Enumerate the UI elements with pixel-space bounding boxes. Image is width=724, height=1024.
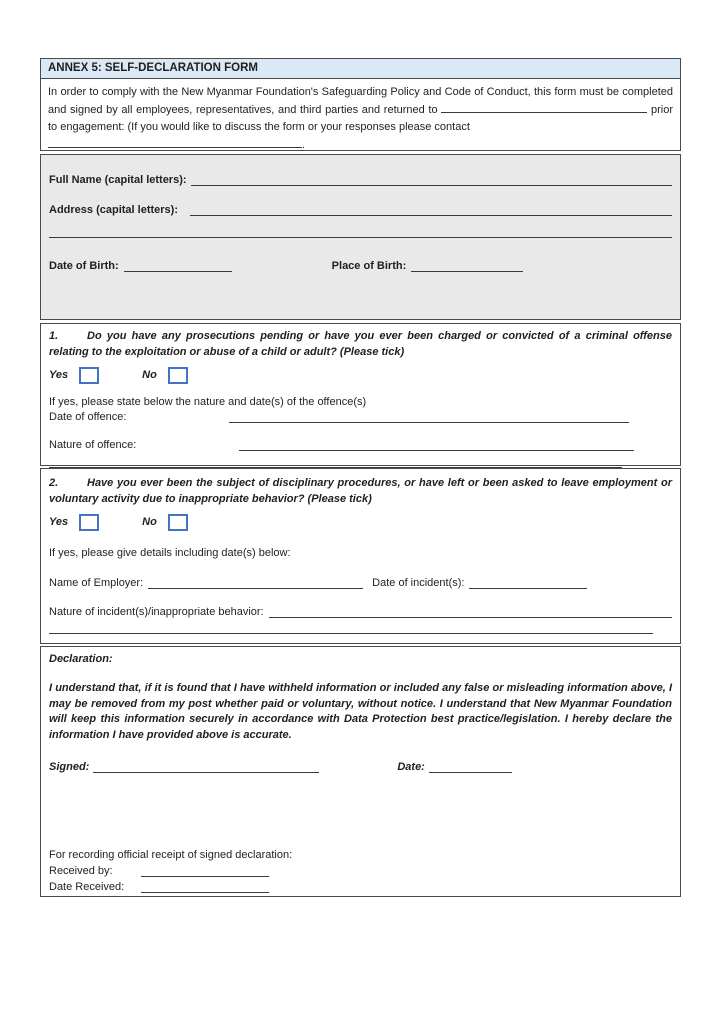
full-name-row: [49, 173, 672, 186]
signed-label: Signed:: [49, 761, 90, 773]
question-2-text: [49, 476, 672, 507]
incident-date-label: Date of incident(s):: [372, 577, 465, 589]
question-1-text: [49, 329, 672, 360]
receipt-heading: For recording official receipt of signed declaration:: [49, 849, 293, 861]
incident-date-blank[interactable]: [469, 576, 587, 589]
q1-yes-label: Yes: [49, 369, 69, 381]
nature-of-offence-label: Nature of offence:: [49, 439, 137, 451]
intro-text-3: .: [302, 139, 306, 151]
q1-if-yes-text: If yes, please state below the nature and date(s) of the offence(s): [49, 396, 367, 408]
q1-yes-checkbox[interactable]: [79, 367, 99, 384]
question-1-tick-row: [49, 365, 672, 385]
employer-blank[interactable]: [148, 576, 363, 589]
receipt-block: [49, 849, 672, 893]
employer-label: Name of Employer:: [49, 577, 144, 589]
incident-nature-blank-2[interactable]: [49, 633, 653, 634]
question-2-body: Have you ever been the subject of disciplinary procedures, or have left or been asked to leave employment or voluntary activity due to inappropriate behavior? (Please tick): [49, 477, 672, 505]
q1-no-checkbox[interactable]: [168, 367, 188, 384]
address-row: [49, 203, 672, 216]
form-title-bar: [40, 58, 681, 79]
incident-nature-blank[interactable]: [269, 605, 672, 618]
place-of-birth-blank[interactable]: [411, 259, 523, 272]
place-of-birth-label: Place of Birth:: [331, 260, 407, 272]
q2-if-yes-text: If yes, please give details including date(s) below:: [49, 547, 291, 559]
incident-nature-row: [49, 605, 672, 618]
date-of-offence-label: Date of offence:: [49, 411, 127, 423]
form-title: ANNEX 5: SELF-DECLARATION FORM: [48, 62, 258, 74]
q2-no-checkbox[interactable]: [168, 514, 188, 531]
received-by-row: [49, 864, 672, 877]
nature-of-offence-row: [49, 438, 672, 451]
contact-blank[interactable]: [48, 136, 302, 148]
date-received-label: Date Received:: [49, 881, 125, 893]
received-by-label: Received by:: [49, 865, 113, 877]
question-2-tick-row: [49, 512, 672, 532]
address-blank-2[interactable]: [49, 237, 672, 238]
section-question-2: [40, 468, 681, 644]
self-declaration-form: [40, 58, 681, 897]
full-name-blank[interactable]: [191, 173, 672, 186]
intro-text-1: In order to comply with the New Myanmar Foundation's Safeguarding Policy and Code of Conduct, this form must be completed and signed by all employees, representatives, and third parties and returned to: [48, 86, 673, 116]
q2-yes-checkbox[interactable]: [79, 514, 99, 531]
intro-text-2: prior to engagement: (If you would like to discuss the form or your responses please contact: [48, 104, 673, 133]
employer-row: [49, 576, 672, 589]
section-question-1: [40, 323, 681, 466]
date-of-birth-blank[interactable]: [124, 259, 232, 272]
q1-no-label: No: [142, 369, 157, 381]
q2-no-label: No: [142, 516, 157, 528]
question-2-number: 2.: [49, 477, 59, 489]
birth-row: [49, 259, 672, 272]
declaration-heading: Declaration:: [49, 653, 113, 665]
intro-paragraph: [48, 84, 673, 154]
question-1-number: 1.: [49, 330, 59, 342]
received-by-blank[interactable]: [141, 864, 269, 877]
date-received-blank[interactable]: [141, 880, 269, 893]
date-of-birth-label: Date of Birth:: [49, 260, 119, 272]
date-of-offence-row: [49, 410, 672, 423]
declaration-body: I understand that, if it is found that I have withheld information or included any false or misleading information above, I may be removed from my post whether paid or voluntary, without notice. I understand that New Myanmar Foundation will keep this information securely in accordance with Data Protection best practice/legislation. I hereby declare the information I have provided above is accurate.: [49, 682, 672, 741]
full-name-label: Full Name (capital letters):: [49, 174, 187, 186]
section-declaration: [40, 646, 681, 897]
returned-to-blank[interactable]: [441, 101, 647, 113]
nature-of-offence-blank[interactable]: [239, 438, 634, 451]
address-blank-1[interactable]: [190, 203, 672, 216]
section-intro: [40, 78, 681, 151]
signed-row: [49, 760, 672, 773]
declaration-date-label: Date:: [397, 761, 425, 773]
section-personal-details: [40, 154, 681, 320]
signed-blank[interactable]: [93, 760, 319, 773]
date-received-row: [49, 880, 672, 893]
address-label: Address (capital letters):: [49, 204, 178, 216]
question-1-body: Do you have any prosecutions pending or have you ever been charged or convicted of a criminal offense relating to the exploitation or abuse of a child or adult? (Please tick): [49, 330, 672, 358]
q2-yes-label: Yes: [49, 516, 69, 528]
incident-nature-label: Nature of incident(s)/inappropriate behavior:: [49, 606, 264, 618]
declaration-date-blank[interactable]: [429, 760, 512, 773]
date-of-offence-blank[interactable]: [229, 410, 629, 423]
